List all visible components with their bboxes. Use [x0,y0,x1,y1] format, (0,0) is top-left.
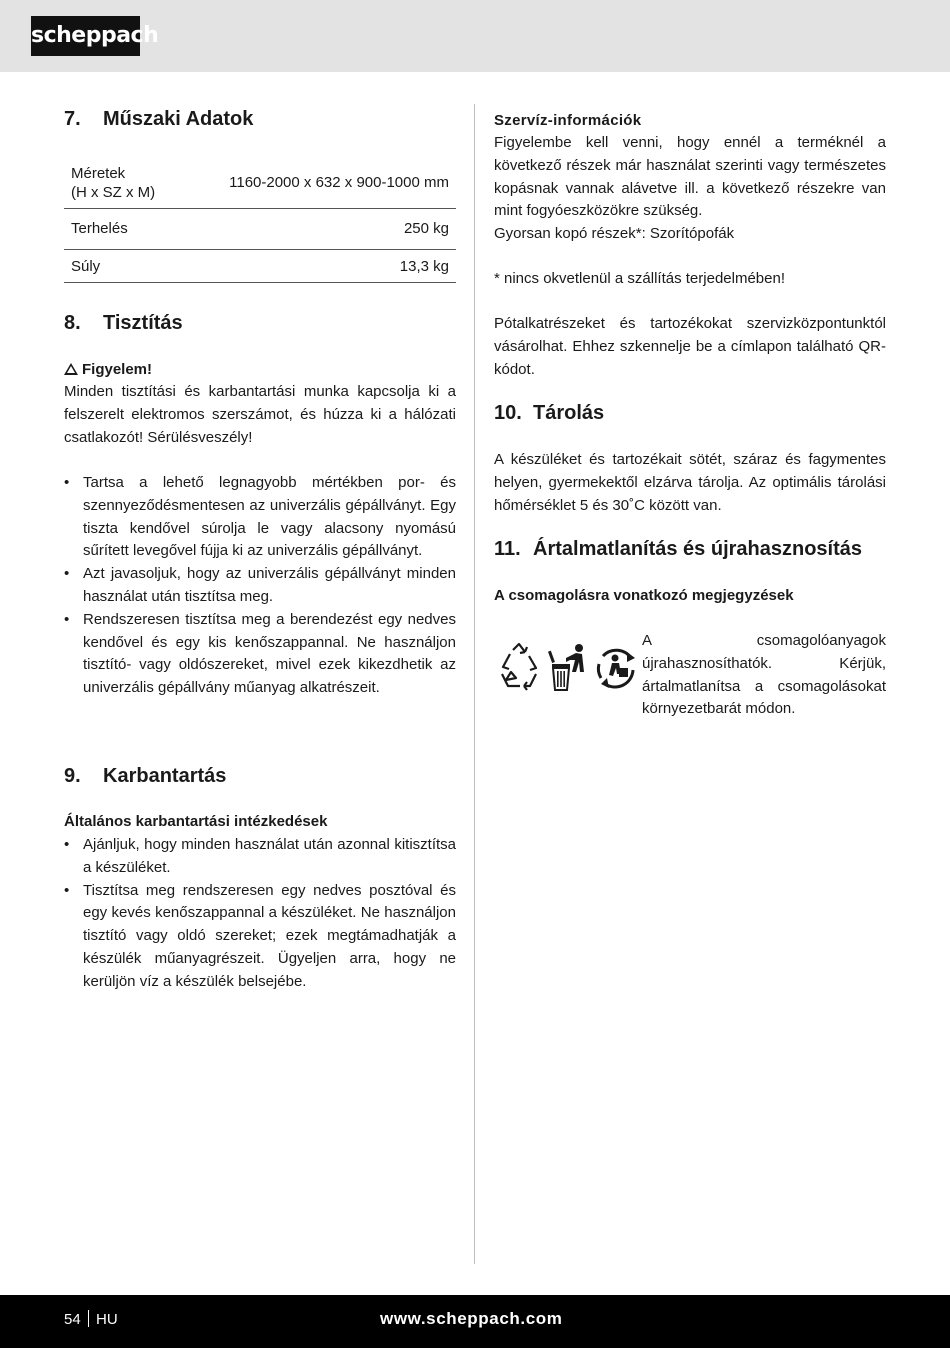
list-item: • Ajánljuk, hogy minden használat után azonnal kitisztítsa a készüléket. [64,834,456,880]
maintenance-list [64,834,456,994]
section-maintenance-heading: 9. Karbantartás [64,765,227,787]
recycle-icon [496,642,542,692]
list-item: • Azt javasoljuk, hogy az univerzális gépállványt minden használat után tisztítsa meg. [64,563,456,609]
warning-icon [64,363,78,375]
column-divider [474,104,475,1264]
spec-label: Terhelés [71,220,128,237]
website-link[interactable]: www.scheppach.com [380,1309,563,1328]
warning-text: Minden tisztítási és karbantartási munka kapcsolja ki a felszerelt elektromos szerszámot, és húzza ki a hálózati csatlakozót! Sérülésveszély! [64,383,456,446]
disposal-subtitle: A csomagolásra vonatkozó megjegyzések [494,587,794,604]
spare-parts-text: Pótalkatrészeket és tartozékokat szervizközpontunktól vásárolhat. Ehhez szkennelje be a címlapon található QR-kódot. [494,315,886,378]
spec-table [64,152,456,283]
list-item: • Rendszeresen tisztítsa meg a berendezést egy nedves kendővel és egy kis kenőszappannal. Ne használjon tisztító- vagy oldószereket, mivel ezek kikezdhetik az univerzális gépállvány műanyag alkatrészeit. [64,609,456,700]
service-title: Szervíz-információk [494,112,642,129]
page-number: 54 [64,1311,81,1328]
disposal-text: A csomagolóanyagok újrahasznosíthatók. Kérjük, ártalmatlanítsa a csomagolásokat környezetbarát módon. [642,632,886,718]
table-row [64,209,456,250]
page-header [0,0,950,72]
section-cleaning-heading: 8. Tisztítás [64,312,183,334]
section-technical-heading: 7. Műszaki Adatok [64,108,254,130]
spec-label: Súly [71,258,101,275]
wear-parts: Gyorsan kopó részek*: Szorítópofák [494,225,735,242]
list-item: • Tisztítsa meg rendszeresen egy nedves posztóval és egy kevés kenőszappannal a készüléket. Ne használjon tisztító vagy oldó szereket; ezek megtámadhatják a készülék műanyagrészeit. Ügyeljen arra, hogy ne kerüljön víz a készülék belsejébe. [64,880,456,994]
service-footnote: * nincs okvetlenül a szállítás terjedelmében! [494,270,785,287]
disposal-icons [496,642,640,692]
list-item: • Tartsa a lehető legnagyobb mértékben por- és szennyeződésmentesen az univerzális gépállványt. Egy tiszta kendővel súrolja le vagy alacsony nyomású sűrített levegővel fújja ki az univerzális gépállványt. [64,472,456,563]
service-text: Figyelembe kell venni, hogy ennél a terméknél a következő részek már használat szerinti vagy természetes kopásnak vannak alávetve ill. a következő részekre van mint fogyóeszközökre szükség. [494,134,886,220]
section-storage-heading: 10. Tárolás [494,402,605,424]
table-row [64,250,456,283]
warning-label: Figyelem! [64,359,456,382]
spec-value: 1160-2000 x 632 x 900-1000 mm [229,174,449,191]
spec-value: 13,3 kg [399,258,449,275]
page-footer [0,1295,950,1348]
spec-value: 250 kg [403,220,449,237]
recycle-person-icon [593,642,639,692]
footer-separator [88,1310,89,1327]
section-disposal-heading: 11. Ártalmatlanítás és újrahasznosítás [494,538,863,560]
scheppach-logo: scheppach [31,16,140,56]
language-code: HU [96,1311,118,1328]
cleaning-list [64,472,456,700]
spec-label: Méretek (H x SZ x M) [71,165,156,201]
table-row [64,152,456,209]
storage-text: A készüléket és tartozékait sötét, száraz és fagymentes helyen, gyermekektől elzárva tárolja. Az optimális tárolási hőmérséklet 5 és 30˚C között van. [494,451,886,514]
trash-bin-icon [548,642,590,692]
maintenance-subtitle: Általános karbantartási intézkedések [64,813,328,830]
